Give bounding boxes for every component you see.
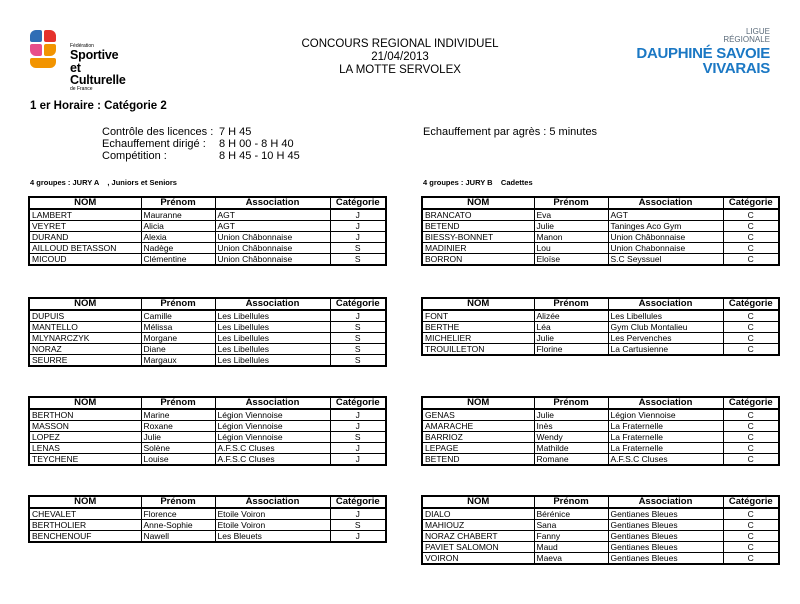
cell-association: Union Châbonnaise [215, 243, 330, 254]
cell-association: Union Châbonnaise [215, 254, 330, 266]
cell-prenom: Wendy [534, 432, 608, 443]
cell-prenom: Clémentine [141, 254, 215, 266]
table-row [29, 322, 386, 333]
cell-categorie: S [330, 243, 386, 254]
jury-a-group-1-table [28, 196, 387, 266]
cell-categorie: C [723, 322, 779, 333]
schedule-row [102, 138, 300, 150]
column-header-nom: NOM [29, 397, 141, 409]
cell-association: AGT [215, 221, 330, 232]
cell-association: Gentianes Bleues [608, 531, 723, 542]
cell-categorie: S [330, 355, 386, 367]
table-row [422, 322, 779, 333]
cell-prenom: Margaux [141, 355, 215, 367]
cell-association: Légion Viennoise [215, 432, 330, 443]
cell-nom: LOPEZ [29, 432, 141, 443]
cell-nom: BERTHE [422, 322, 534, 333]
logo-tile-pink-icon [30, 44, 42, 56]
table-row [422, 508, 779, 520]
cell-nom: BIESSY-BONNET [422, 232, 534, 243]
cell-nom: BERTHOLIER [29, 520, 141, 531]
table-header-row [422, 197, 779, 209]
cell-nom: FONT [422, 310, 534, 322]
cell-categorie: C [723, 232, 779, 243]
cell-nom: MAHIOUZ [422, 520, 534, 531]
cell-nom: VOIRON [422, 553, 534, 565]
column-header-prenom: Prénom [141, 197, 215, 209]
cell-prenom: Julie [534, 409, 608, 421]
table-row [422, 209, 779, 221]
cell-nom: MICHELIER [422, 333, 534, 344]
cell-prenom: Solène [141, 443, 215, 454]
column-header-prenom: Prénom [534, 298, 608, 310]
cell-association: Les Libellules [215, 355, 330, 367]
cell-nom: BETEND [422, 454, 534, 466]
cell-prenom: Nadège [141, 243, 215, 254]
table-row [29, 344, 386, 355]
cell-prenom: Roxane [141, 421, 215, 432]
cell-nom: MANTELLO [29, 322, 141, 333]
column-header-prenom: Prénom [141, 298, 215, 310]
table-row [29, 355, 386, 367]
table-row [29, 520, 386, 531]
ligue-line-2: RÉGIONALE [723, 35, 770, 44]
table-row [29, 333, 386, 344]
cell-nom: DUPUIS [29, 310, 141, 322]
cell-nom: LENAS [29, 443, 141, 454]
cell-categorie: S [330, 322, 386, 333]
column-header-nom: NOM [422, 298, 534, 310]
cell-categorie: J [330, 454, 386, 466]
cell-categorie: C [723, 333, 779, 344]
schedule-label: Echauffement dirigé : [102, 138, 206, 150]
cell-prenom: Julie [534, 333, 608, 344]
cell-nom: BARRIOZ [422, 432, 534, 443]
cell-nom: SEURRE [29, 355, 141, 367]
cell-categorie: C [723, 454, 779, 466]
cell-nom: LAMBERT [29, 209, 141, 221]
ligue-line-4: VIVARAIS [702, 60, 770, 77]
column-header-association: Association [608, 197, 723, 209]
column-header-categorie: Catégorie [330, 298, 386, 310]
cell-categorie: S [330, 432, 386, 443]
cell-prenom: Mauranne [141, 209, 215, 221]
column-header-prenom: Prénom [141, 397, 215, 409]
schedule-value: 7 H 45 [219, 126, 252, 138]
jury-a-label: 4 groupes : JURY A , Juniors et Seniors [30, 178, 177, 187]
cell-categorie: S [330, 344, 386, 355]
table-row [422, 542, 779, 553]
cell-nom: MICOUD [29, 254, 141, 266]
cell-association: Les Libellules [608, 310, 723, 322]
cell-nom: BORRON [422, 254, 534, 266]
cell-prenom: Fanny [534, 531, 608, 542]
cell-prenom: Lou [534, 243, 608, 254]
table-row [29, 209, 386, 221]
cell-categorie: J [330, 409, 386, 421]
cell-nom: TROUILLETON [422, 344, 534, 356]
cell-prenom: Manon [534, 232, 608, 243]
cell-categorie: C [723, 409, 779, 421]
jury-b-group-4-table [421, 495, 780, 565]
schedule-block [102, 126, 300, 162]
cell-categorie: C [723, 531, 779, 542]
cell-prenom: Alexia [141, 232, 215, 243]
cell-prenom: Mélissa [141, 322, 215, 333]
table-row [29, 254, 386, 266]
schedule-value: 8 H 45 - 10 H 45 [219, 150, 300, 162]
cell-nom: VEYRET [29, 221, 141, 232]
cell-prenom: Bérénice [534, 508, 608, 520]
cell-prenom: Alizée [534, 310, 608, 322]
cell-association: Gentianes Bleues [608, 508, 723, 520]
column-header-categorie: Catégorie [723, 397, 779, 409]
table-row [29, 221, 386, 232]
table-row [29, 232, 386, 243]
jury-a-group-4-table [28, 495, 387, 543]
fscf-logo [28, 28, 138, 92]
cell-prenom: Nawell [141, 531, 215, 543]
schedule-label: Compétition : [102, 150, 167, 162]
cell-categorie: C [723, 553, 779, 565]
logo-line-1: Sportive [70, 48, 119, 62]
cell-nom: LEPAGE [422, 443, 534, 454]
cell-nom: PAVIET SALOMON [422, 542, 534, 553]
table-row [422, 520, 779, 531]
cell-nom: BERTHON [29, 409, 141, 421]
cell-association: Union Châbonnaise [215, 232, 330, 243]
column-header-nom: NOM [422, 197, 534, 209]
cell-nom: NORAZ [29, 344, 141, 355]
cell-prenom: Julie [534, 221, 608, 232]
cell-prenom: Maud [534, 542, 608, 553]
column-header-association: Association [215, 397, 330, 409]
column-header-categorie: Catégorie [723, 496, 779, 508]
cell-association: S.C Seyssuel [608, 254, 723, 266]
table-row [422, 254, 779, 266]
column-header-nom: NOM [29, 496, 141, 508]
jury-b-group-2-table [421, 297, 780, 356]
cell-nom: NORAZ CHABERT [422, 531, 534, 542]
column-header-nom: NOM [29, 298, 141, 310]
cell-association: Les Bleuets [215, 531, 330, 543]
cell-nom: DURAND [29, 232, 141, 243]
cell-nom: MLYNARCZYK [29, 333, 141, 344]
cell-prenom: Mathilde [534, 443, 608, 454]
table-row [422, 421, 779, 432]
cell-association: Gym Club Montalieu [608, 322, 723, 333]
cell-prenom: Morgane [141, 333, 215, 344]
table-header-row [29, 397, 386, 409]
table-header-row [29, 197, 386, 209]
column-header-prenom: Prénom [534, 397, 608, 409]
table-row [29, 310, 386, 322]
schedule-row [102, 126, 300, 138]
section-title: 1 er Horaire : Catégorie 2 [30, 100, 167, 112]
cell-prenom: Sana [534, 520, 608, 531]
column-header-prenom: Prénom [534, 496, 608, 508]
cell-categorie: J [330, 221, 386, 232]
cell-categorie: C [723, 508, 779, 520]
jury-a-group-3-table [28, 396, 387, 466]
column-header-nom: NOM [422, 496, 534, 508]
table-row [29, 421, 386, 432]
cell-categorie: C [723, 310, 779, 322]
cell-association: Les Pervenches [608, 333, 723, 344]
column-header-association: Association [215, 197, 330, 209]
cell-association: Union Châbonnaise [608, 232, 723, 243]
cell-prenom: Diane [141, 344, 215, 355]
title-date: 21/04/2013 [371, 51, 429, 63]
cell-association: Légion Viennoise [215, 421, 330, 432]
jury-b-label: 4 groupes : JURY B Cadettes [423, 178, 533, 187]
ligue-line-3: DAUPHINÉ SAVOIE [636, 45, 770, 62]
cell-association: A.F.S.C Cluses [215, 443, 330, 454]
schedule-label: Contrôle des licences : [102, 126, 214, 138]
cell-prenom: Inès [534, 421, 608, 432]
cell-nom: MASSON [29, 421, 141, 432]
jury-a-group-2-table [28, 297, 387, 367]
cell-nom: AMARACHE [422, 421, 534, 432]
logo-small-text: Fédération [70, 43, 94, 49]
cell-categorie: J [330, 232, 386, 243]
cell-prenom: Camille [141, 310, 215, 322]
column-header-prenom: Prénom [141, 496, 215, 508]
logo-tile-orange-icon [44, 44, 56, 56]
cell-association: Légion Viennoise [215, 409, 330, 421]
cell-association: Gentianes Bleues [608, 542, 723, 553]
cell-association: La Fraternelle [608, 432, 723, 443]
column-header-categorie: Catégorie [723, 298, 779, 310]
column-header-association: Association [608, 496, 723, 508]
column-header-association: Association [608, 298, 723, 310]
cell-categorie: C [723, 443, 779, 454]
cell-categorie: J [330, 531, 386, 543]
column-header-categorie: Catégorie [723, 197, 779, 209]
cell-prenom: Romane [534, 454, 608, 466]
cell-nom: CHEVALET [29, 508, 141, 520]
cell-prenom: Florence [141, 508, 215, 520]
logo-small-text-2: de France [70, 85, 93, 92]
cell-nom: TEYCHENE [29, 454, 141, 466]
table-row [29, 409, 386, 421]
cell-association: Gentianes Bleues [608, 553, 723, 565]
cell-categorie: C [723, 432, 779, 443]
cell-nom: DIALO [422, 508, 534, 520]
ligue-line-1: LIGUE [745, 27, 770, 36]
cell-association: Etoile Voiron [215, 520, 330, 531]
ligue-logo [630, 28, 770, 76]
cell-association: La Fraternelle [608, 421, 723, 432]
table-row [422, 344, 779, 356]
cell-categorie: C [723, 542, 779, 553]
cell-prenom: Eva [534, 209, 608, 221]
table-row [29, 243, 386, 254]
cell-categorie: S [330, 254, 386, 266]
table-row [29, 432, 386, 443]
cell-prenom: Maeva [534, 553, 608, 565]
cell-nom: BENCHENOUF [29, 531, 141, 543]
cell-association: Taninges Aco Gym [608, 221, 723, 232]
logo-tile-red-icon [44, 30, 56, 42]
column-header-categorie: Catégorie [330, 197, 386, 209]
table-row [29, 443, 386, 454]
cell-prenom: Léa [534, 322, 608, 333]
cell-nom: AILLOUD BETASSON [29, 243, 141, 254]
cell-prenom: Alicia [141, 221, 215, 232]
column-header-nom: NOM [29, 197, 141, 209]
column-header-association: Association [215, 298, 330, 310]
cell-nom: BETEND [422, 221, 534, 232]
table-row [422, 232, 779, 243]
table-row [422, 221, 779, 232]
cell-categorie: S [330, 333, 386, 344]
cell-association: Etoile Voiron [215, 508, 330, 520]
column-header-categorie: Catégorie [330, 397, 386, 409]
table-row [422, 553, 779, 565]
cell-prenom: Florine [534, 344, 608, 356]
cell-association: Union Chabonnaise [608, 243, 723, 254]
table-row [422, 310, 779, 322]
table-row [422, 454, 779, 466]
table-row [29, 508, 386, 520]
cell-association: Légion Viennoise [608, 409, 723, 421]
column-header-prenom: Prénom [534, 197, 608, 209]
table-row [422, 432, 779, 443]
cell-categorie: C [723, 421, 779, 432]
cell-association: Les Libellules [215, 322, 330, 333]
cell-nom: BRANCATO [422, 209, 534, 221]
cell-categorie: J [330, 209, 386, 221]
cell-association: A.F.S.C Cluses [215, 454, 330, 466]
table-row [422, 443, 779, 454]
column-header-association: Association [608, 397, 723, 409]
cell-categorie: J [330, 310, 386, 322]
jury-b-group-3-table [421, 396, 780, 466]
cell-association: Les Libellules [215, 310, 330, 322]
column-header-nom: NOM [422, 397, 534, 409]
cell-nom: MADINIER [422, 243, 534, 254]
cell-prenom: Julie [141, 432, 215, 443]
cell-association: A.F.S.C Cluses [608, 454, 723, 466]
table-header-row [422, 298, 779, 310]
table-row [422, 409, 779, 421]
cell-categorie: S [330, 520, 386, 531]
cell-categorie: J [330, 443, 386, 454]
logo-line-2: et Culturelle [70, 60, 126, 87]
table-row [29, 454, 386, 466]
cell-prenom: Eloïse [534, 254, 608, 266]
cell-prenom: Anne-Sophie [141, 520, 215, 531]
cell-nom: GENAS [422, 409, 534, 421]
document-title [280, 38, 520, 77]
cell-association: AGT [608, 209, 723, 221]
table-header-row [422, 397, 779, 409]
cell-association: La Cartusienne [608, 344, 723, 356]
cell-association: AGT [215, 209, 330, 221]
jury-b-group-1-table [421, 196, 780, 266]
table-header-row [29, 298, 386, 310]
schedule-value: 8 H 00 - 8 H 40 [219, 138, 294, 150]
title-location: LA MOTTE SERVOLEX [339, 64, 461, 76]
cell-categorie: C [723, 221, 779, 232]
cell-association: Les Libellules [215, 333, 330, 344]
table-header-row [422, 496, 779, 508]
cell-association: Les Libellules [215, 344, 330, 355]
cell-categorie: J [330, 508, 386, 520]
table-row [422, 333, 779, 344]
table-row [422, 531, 779, 542]
cell-categorie: C [723, 209, 779, 221]
column-header-categorie: Catégorie [330, 496, 386, 508]
cell-association: La Fraternelle [608, 443, 723, 454]
cell-categorie: C [723, 344, 779, 356]
table-row [29, 531, 386, 543]
cell-categorie: C [723, 520, 779, 531]
schedule-row [102, 150, 300, 162]
column-header-association: Association [215, 496, 330, 508]
cell-association: Gentianes Bleues [608, 520, 723, 531]
cell-categorie: J [330, 421, 386, 432]
table-header-row [29, 496, 386, 508]
table-row [422, 243, 779, 254]
logo-tile-blue-icon [30, 30, 42, 42]
title-line: CONCOURS REGIONAL INDIVIDUEL [301, 38, 499, 50]
cell-prenom: Marine [141, 409, 215, 421]
cell-categorie: C [723, 254, 779, 266]
logo-tile-orange2-icon [30, 58, 56, 68]
warmup-note: Echauffement par agrès : 5 minutes [423, 126, 598, 138]
cell-categorie: C [723, 243, 779, 254]
cell-prenom: Louise [141, 454, 215, 466]
